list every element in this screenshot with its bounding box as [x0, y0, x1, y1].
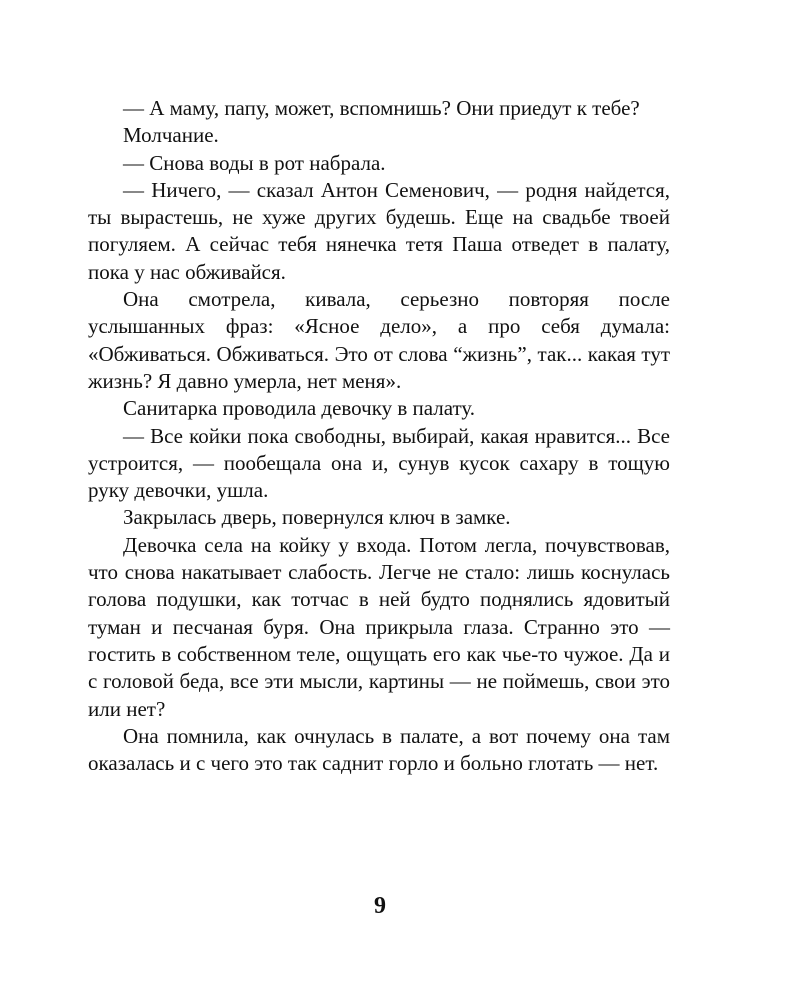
page-text [88, 95, 670, 777]
paragraph: Она смотрела, кивала, серьезно повторяя после услышанных фраз: «Ясное дело», а про себя думала: «Обживаться. Обживаться. Это от слова “жизнь”, так... какая тут жизнь? Я давно умерла, нет меня». [88, 287, 670, 393]
paragraph: Девочка села на койку у входа. Потом легла, почувствовав, что снова накатывает слабость. Легче не стало: лишь коснулась голова подушки, как тотчас в ней будто поднялись ядовитый туман и песчаная буря. Она прикрыла глаза. Странно это — гостить в собственном теле, ощущать его как чье-то чужое. Да и с головой беда, все эти мысли, картины — не поймешь, свои это или нет? [88, 532, 670, 721]
paragraph: Закрылась дверь, повернулся ключ в замке. [123, 505, 511, 530]
paragraph: — Все койки пока свободны, выбирай, какая нравится... Все устроится, — пообещала она и, сунув кусок сахару в тощую руку девочки, ушла. [88, 423, 670, 503]
paragraph: Она помнила, как очнулась в палате, а вот почему она там оказалась и с чего это так саднит горло и больно глотать — нет. [88, 723, 670, 776]
paragraph: Санитарка проводила девочку в палату. [123, 396, 476, 421]
page-number: 9 [374, 893, 386, 919]
paragraph: — А маму, папу, может, вспомнишь? Они приедут к тебе? [123, 96, 640, 120]
paragraph: — Снова воды в рот набрала. [123, 150, 386, 175]
paragraph: Молчание. [123, 123, 219, 148]
paragraph: — Ничего, — сказал Антон Семенович, — родня найдется, ты вырастешь, не хуже других будешь. Еще на свадьбе твоей погуляем. А сейчас тебя нянечка тетя Паша отведет в палату, пока у нас обживайся. [88, 177, 670, 284]
